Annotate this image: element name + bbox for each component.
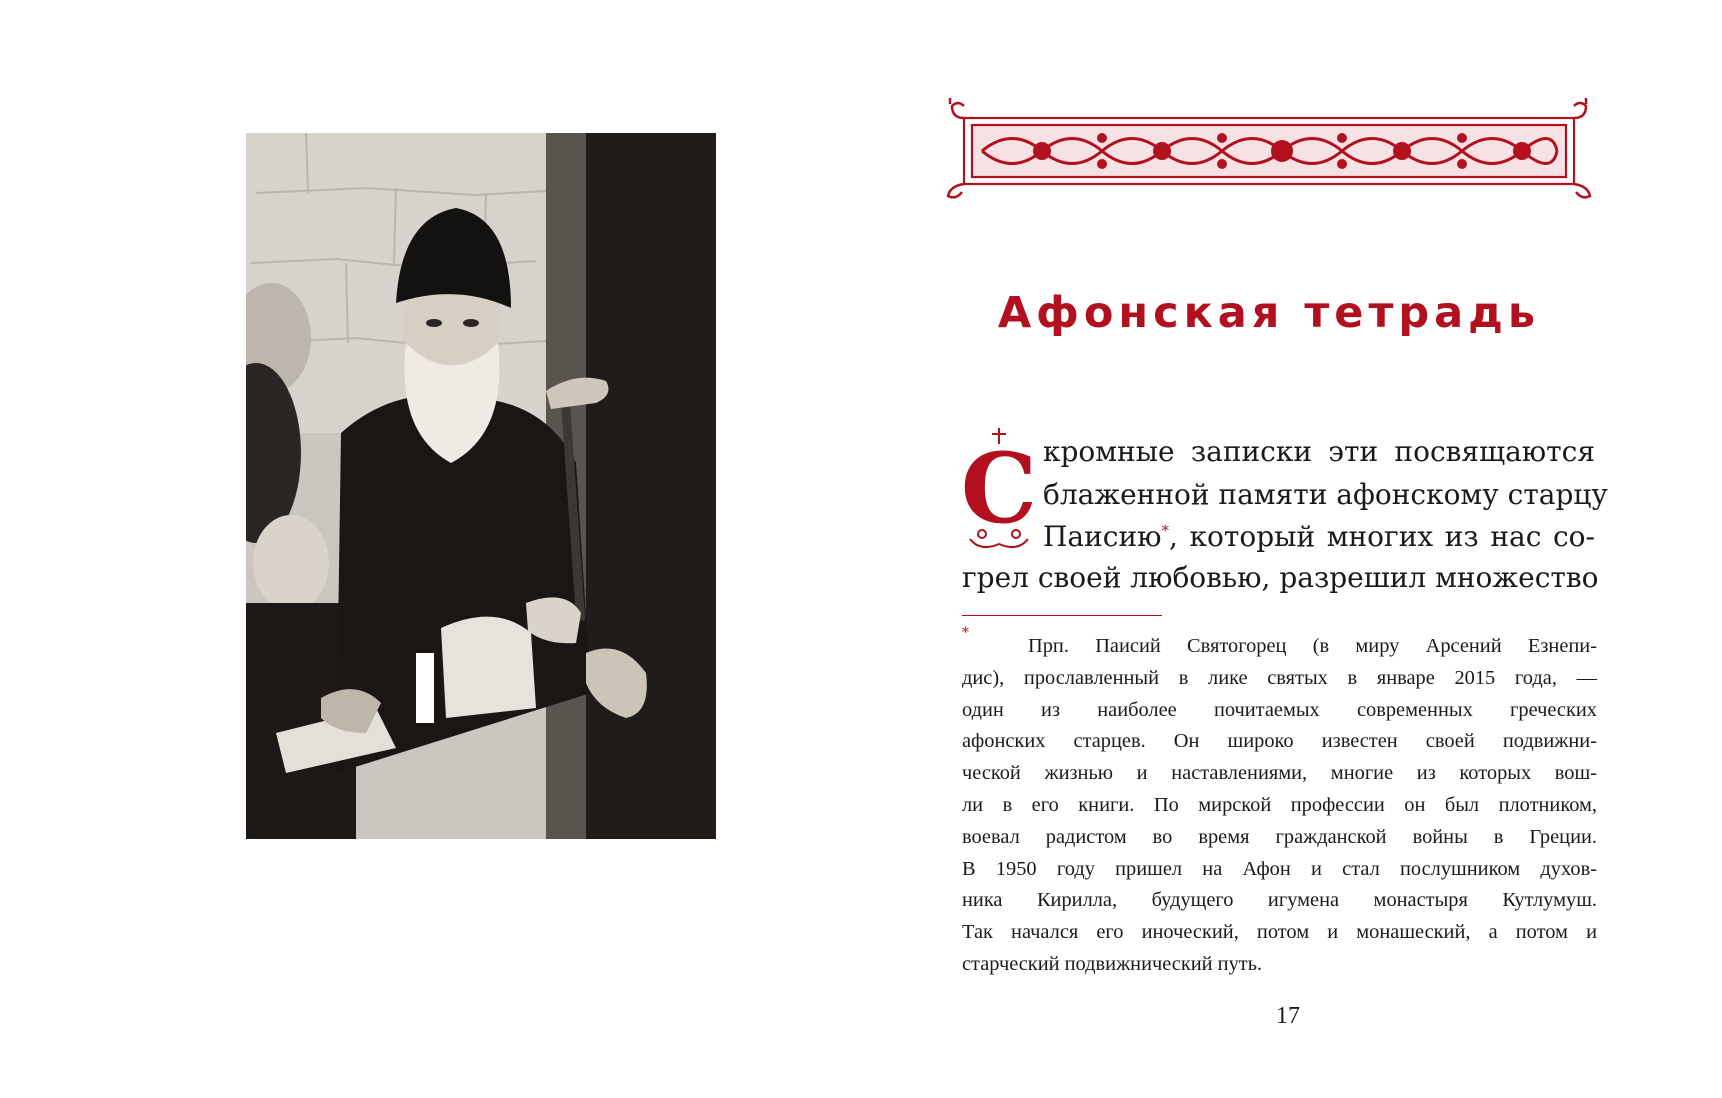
- photograph-image: [246, 133, 716, 839]
- main-text-line: [1043, 520, 1595, 553]
- main-text-line: кромные записки эти посвящаются: [1043, 435, 1595, 468]
- footnote-line: ческой жизнью и наставлениями, многие из которых вош-: [962, 762, 1597, 785]
- ornamental-headpiece: [942, 96, 1596, 202]
- footnote-line: Так начался его иноческий, потом и монашеский, а потом и: [962, 921, 1597, 944]
- footnote: [962, 631, 1597, 981]
- footnote-separator: [962, 615, 1162, 616]
- footnote-line: Прп. Паисий Святогорец (в миру Арсений Езнепи-: [1028, 635, 1597, 657]
- dropcap-icon: [960, 424, 1038, 556]
- main-text-fragment: , который многих из нас со-: [1169, 520, 1595, 553]
- main-text-line: грел своей любовью, разрешил множество: [962, 561, 1599, 594]
- footnote-line: ника Кирилла, будущего игумена монастыря Кутлумуш.: [962, 889, 1597, 912]
- footnote-line: старческий подвижнический путь.: [962, 952, 1263, 975]
- main-text-line: блаженной памяти афонскому старцу: [1043, 478, 1608, 511]
- footnote-line: В 1950 году пришел на Афон и стал послушником духов-: [962, 857, 1597, 880]
- footnote-line: ли в его книги. По мирской профессии он был плотником,: [962, 793, 1597, 816]
- page-number: 17: [1276, 1003, 1300, 1029]
- footnote-marker: *: [962, 625, 969, 641]
- dropcap-letter: С: [960, 432, 1038, 545]
- elder-photograph: [246, 133, 716, 839]
- chapter-title: Афонская тетрадь: [997, 288, 1541, 338]
- ornament-icon: [942, 96, 1596, 202]
- main-text-fragment: Паисию: [1043, 520, 1162, 553]
- footnote-line: воевал радистом во время гражданской войны в Греции.: [962, 825, 1597, 848]
- footnote-line: афонских старцев. Он широко известен своей подвижни-: [962, 730, 1597, 753]
- footnote-line: дис), прославленный в лике святых в январе 2015 года, —: [962, 666, 1597, 689]
- decorative-initial: [960, 424, 1038, 556]
- footnote-reference-marker: *: [1161, 521, 1169, 540]
- footnote-line: один из наиболее почитаемых современных греческих: [962, 698, 1597, 721]
